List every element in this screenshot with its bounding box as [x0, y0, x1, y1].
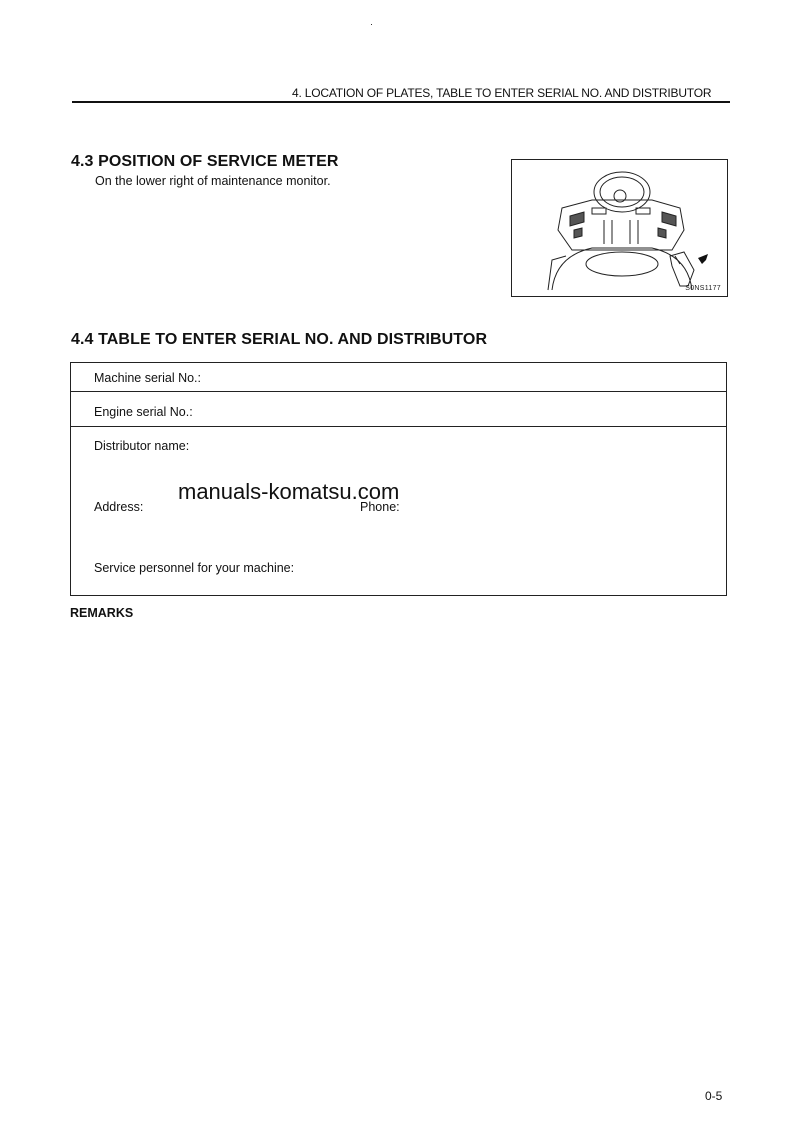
- distributor-name-label: Distributor name:: [94, 439, 190, 453]
- cab-dashboard-illustration-icon: [512, 160, 729, 298]
- engine-serial-label: Engine serial No.:: [94, 405, 193, 419]
- watermark: manuals-komatsu.com: [178, 479, 400, 504]
- row-divider: [71, 426, 726, 427]
- service-meter-figure: [511, 159, 728, 297]
- section-4-4-title: 4.4 TABLE TO ENTER SERIAL NO. AND DISTRIBUTOR: [71, 331, 488, 348]
- machine-serial-label: Machine serial No.:: [94, 371, 201, 385]
- arrow-indicator-icon: [698, 254, 708, 264]
- section-4-3-title: 4.3 POSITION OF SERVICE METER: [71, 153, 339, 170]
- header-rule: [72, 101, 730, 103]
- running-header: 4. LOCATION OF PLATES, TABLE TO ENTER SERIAL NO. AND DISTRIBUTOR: [292, 86, 712, 100]
- address-label: Address:: [94, 500, 144, 514]
- page-number: 0-5: [705, 1089, 723, 1103]
- remarks-label: REMARKS: [70, 606, 134, 620]
- figure-code: S0NS1177: [685, 285, 721, 292]
- service-personnel-label: Service personnel for your machine:: [94, 561, 295, 575]
- section-4-3-body: On the lower right of maintenance monitor.: [95, 174, 331, 188]
- scan-speck: [371, 24, 372, 25]
- row-divider: [71, 391, 726, 392]
- phone-label: Phone:: [360, 500, 400, 514]
